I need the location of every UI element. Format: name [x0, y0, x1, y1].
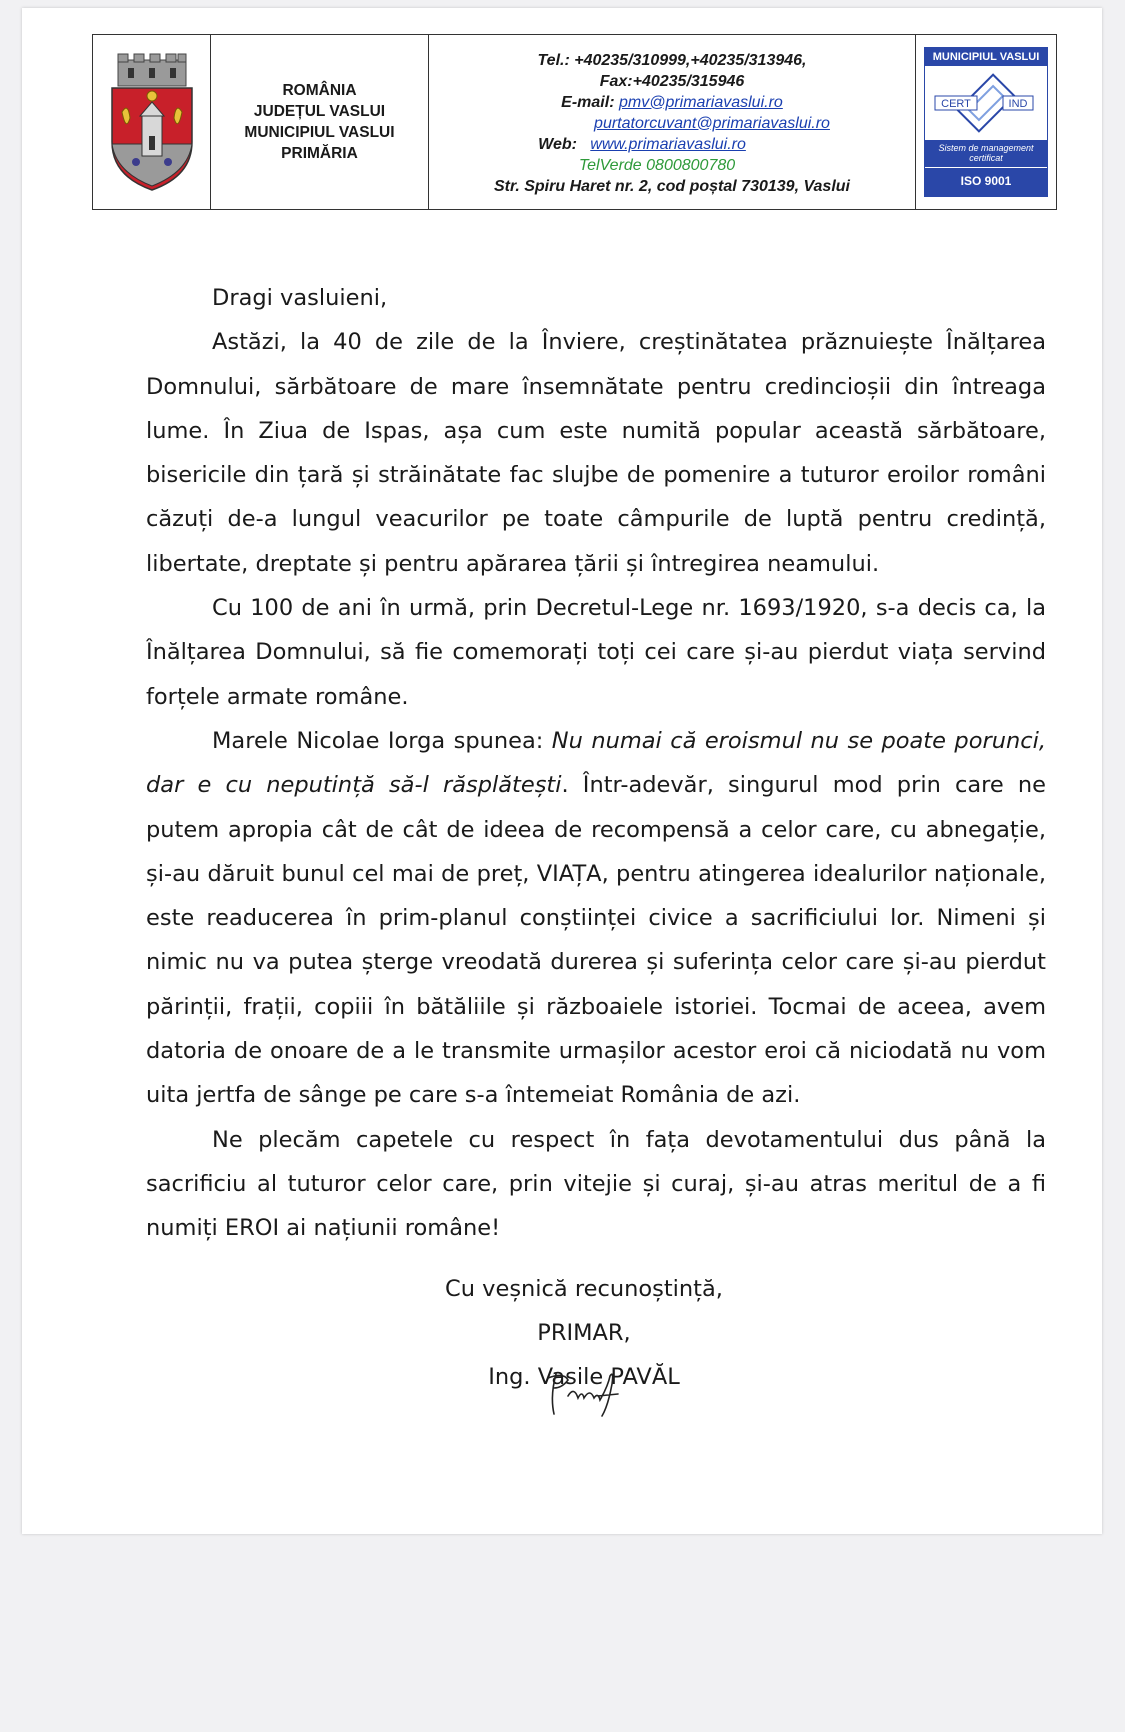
iorga-intro: Marele Nicolae Iorga spunea: — [212, 727, 552, 754]
web-label: Web: — [538, 135, 577, 153]
document-page — [22, 8, 1102, 1534]
email-line — [561, 92, 783, 113]
closing-salutation: Cu veșnică recunoștință, — [445, 1276, 723, 1302]
email-link-spokesperson[interactable]: purtatorcuvant@primariavaslui.ro — [594, 114, 830, 132]
iso-standard: ISO 9001 — [925, 167, 1047, 196]
iso-certification-badge — [924, 47, 1048, 197]
email-label: E-mail: — [561, 93, 615, 111]
institution-line-municipality: MUNICIPIUL VASLUI — [244, 124, 395, 141]
website-link[interactable]: www.primariavaslui.ro — [590, 135, 746, 153]
iso-badge-subtitle: Sistem de management certificat — [925, 140, 1047, 167]
greeting: Dragi vasluieni, — [212, 285, 388, 311]
coat-of-arms-icon — [106, 52, 198, 192]
institution-line-country: ROMÂNIA — [282, 82, 357, 99]
paragraph-decree: Cu 100 de ani în urmă, prin Decretul-Lege nr. 1693/1920, s-a decis ca, la Înălțarea Domnului, să fie comemorați toți cei care și-au pierdut viața servind forțele armate române. — [146, 595, 1046, 710]
signatory-name: Ing. Vasile PAVĂL — [488, 1364, 680, 1390]
signatory-role: PRIMAR, — [537, 1320, 631, 1346]
phone-line: Tel.: +40235/310999,+40235/313946, — [537, 51, 807, 69]
iorga-rest: . Într-adevăr, singurul mod prin care ne putem apropia cât de cât de ideea de recompensă a celor care, cu abnegație, și-au dăruit bunul cel mai de preț, VIAȚA, pentru atingerea idealurilor naționale, este readucerea în prim-planul conștiinței civice a sacrificiului lor. Nimeni și nimic nu va putea șterge vreodată durerea și suferința celor care și-au pierdut părinții, frații, copiii în bătăliile și războaiele istoriei. Tocmai de aceea, avem datoria de onoare de a le transmite urmașilor acestor eroi că niciodată nu vom uita jertfa de sânge pe care s-a întemeiat România de azi. — [146, 772, 1046, 1109]
certind-brand-right: IND — [1008, 98, 1028, 110]
letterhead — [92, 34, 1057, 210]
certind-logo — [925, 66, 1047, 140]
letter-body — [146, 276, 1046, 1251]
paragraph-iorga — [146, 719, 1046, 1118]
email-line-2 — [514, 113, 830, 134]
institution-line-city-hall: PRIMĂRIA — [281, 145, 358, 162]
paragraph-ascension: Astăzi, la 40 de zile de la Înviere, creștinătatea prăznuiește Înălțarea Domnului, sărbătoare de mare însemnătate pentru credincioșii din întreaga lume. În Ziua de Ispas, așa cum este numită popular această sărbătoare, bisericile din țară și străinătate fac slujbe de pomenire a tuturor eroilor români căzuți de-a lungul veacurilor pe toate câmpurile de luptă pentru credință, libertate, dreptate și pentru apărarea țării și întregirea neamului. — [146, 329, 1046, 577]
telverde-line: TelVerde 0800800780 — [578, 156, 736, 174]
institution-line-county: JUDEȚUL VASLUI — [253, 103, 386, 120]
contact-block — [429, 35, 916, 209]
handwritten-signature — [538, 1366, 638, 1422]
institution-block — [211, 35, 429, 209]
coat-of-arms-cell — [93, 35, 211, 209]
iso-certification-cell — [916, 35, 1056, 209]
email-link-primary[interactable]: pmv@primariavaslui.ro — [618, 93, 783, 111]
paragraph-tribute: Ne plecăm capetele cu respect în fața devotamentului dus până la sacrificiu al tuturor celor care, prin vitejie și curaj, și-au atras meritul de a fi numiți EROI ai națiunii române! — [146, 1126, 1046, 1242]
address-line: Str. Spiru Haret nr. 2, cod poștal 730139, Vaslui — [494, 177, 850, 195]
iorga-quote: Nu numai că eroismul nu se poate porunci, dar e cu neputință să-l răsplătești — [146, 727, 1046, 799]
fax-line: Fax:+40235/315946 — [599, 72, 745, 90]
certind-brand-left: CERT — [941, 98, 971, 110]
iso-badge-title: MUNICIPIUL VASLUI — [925, 48, 1047, 66]
web-line — [538, 134, 806, 155]
certind-logo-icon — [931, 72, 1041, 134]
